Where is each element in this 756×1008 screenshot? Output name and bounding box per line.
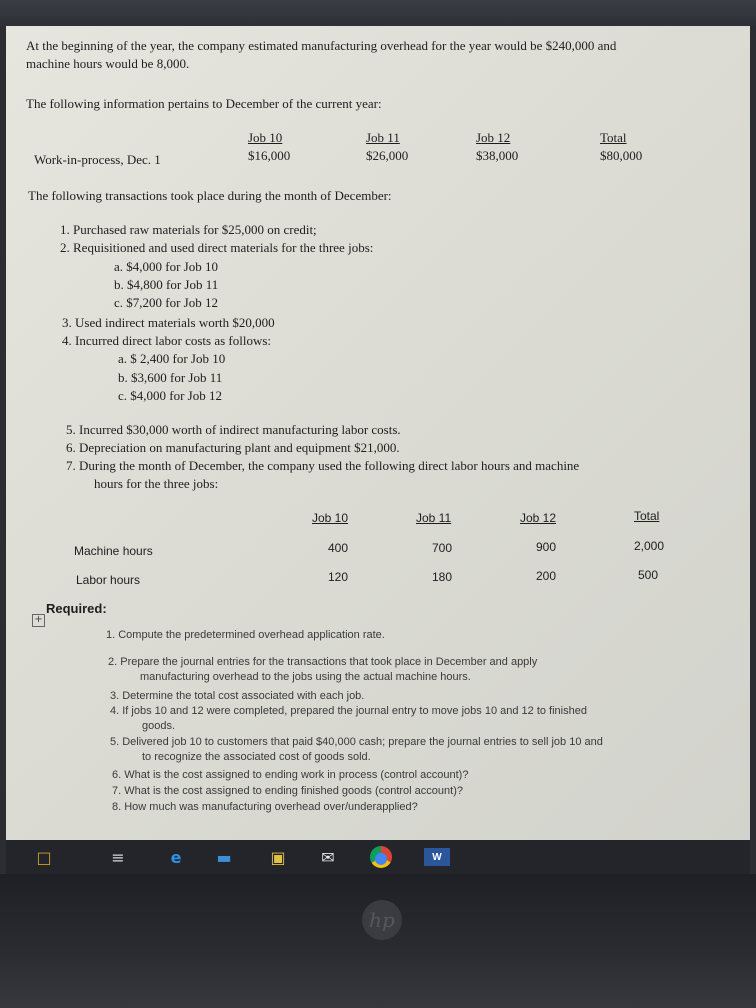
transaction-6: 6. Depreciation on manufacturing plant and equipment $21,000. [66,440,400,455]
chrome-icon[interactable]: ● [370,846,392,868]
wip-header-job12: Job 12 [476,130,511,145]
document-screen [6,26,750,846]
machine-hours-job12: 900 [536,540,557,554]
required-heading: Required: [46,601,107,616]
required-5-cont: to recognize the associated cost of goods sold. [142,751,371,763]
task-view-icon[interactable]: ≡ [111,847,125,867]
wip-header-job10: Job 10 [248,130,283,145]
required-7: 7. What is the cost assigned to ending finished goods (control account)? [112,785,463,797]
hours-header-total: Total [634,509,660,523]
taskbar [6,840,750,874]
required-8: 8. How much was manufacturing overhead over/underapplied? [112,801,418,813]
required-4-cont: goods. [142,720,176,732]
transactions-heading: The following transactions took place during the month of December: [28,188,392,203]
transaction-2b: b. $4,800 for Job 11 [114,277,219,292]
wip-row-label: Work-in-process, Dec. 1 [34,152,161,167]
labor-hours-label: Labor hours [76,573,141,587]
labor-hours-job11: 180 [432,570,453,584]
store-icon[interactable]: ▣ [270,847,286,867]
word-icon-label: W [432,851,442,863]
labor-hours-job12: 200 [536,569,557,583]
hours-header-job11: Job 11 [416,511,452,525]
required-1: 1. Compute the predetermined overhead application rate. [106,629,385,641]
hours-header-job12: Job 12 [520,511,557,525]
transaction-5: 5. Incurred $30,000 worth of indirect manufacturing labor costs. [66,422,401,437]
transaction-4b: b. $3,600 for Job 11 [118,370,223,385]
wip-header-job11: Job 11 [366,130,400,145]
hours-header-job10: Job 10 [312,511,349,525]
machine-hours-total: 2,000 [634,539,665,553]
word-icon[interactable] [424,848,450,866]
expand-plus-icon[interactable]: + [32,614,45,627]
wip-value-job10: $16,000 [248,148,291,163]
required-5: 5. Delivered job 10 to customers that paid $40,000 cash; prepare the journal entries to sell job 10 and [110,736,603,748]
monitor-bezel-bottom [0,874,756,1008]
edge-icon[interactable]: e [170,847,182,867]
monitor-bezel-top [0,0,756,26]
hp-logo: hp [362,900,402,940]
transaction-4c: c. $4,000 for Job 12 [118,388,222,403]
wip-value-job11: $26,000 [366,148,409,163]
machine-hours-job11: 700 [432,541,453,555]
required-4: 4. If jobs 10 and 12 were completed, prepared the journal entry to move jobs 10 and 12 to finished [110,705,587,717]
photos-icon[interactable]: ▬ [216,847,232,867]
windows-icon[interactable]: □ [36,847,52,867]
transaction-4: 4. Incurred direct labor costs as follows: [62,333,272,348]
transaction-2c: c. $7,200 for Job 12 [114,295,218,310]
required-2: 2. Prepare the journal entries for the transactions that took place in December and apply [108,656,538,668]
mail-icon[interactable]: ✉ [321,847,335,867]
required-2-cont: manufacturing overhead to the jobs using the actual machine hours. [140,671,471,683]
transaction-3: 3. Used indirect materials worth $20,000 [62,315,275,330]
transaction-2: 2. Requisitioned and used direct materials for the three jobs: [60,240,374,255]
transaction-7-cont: hours for the three jobs: [94,476,219,491]
wip-header-total: Total [600,130,627,145]
transaction-7: 7. During the month of December, the company used the following direct labor hours and machine [66,458,580,473]
required-6: 6. What is the cost assigned to ending work in process (control account)? [112,769,469,781]
intro-line-3: The following information pertains to December of the current year: [26,96,382,111]
wip-value-job12: $38,000 [476,148,519,163]
machine-hours-label: Machine hours [74,544,153,558]
wip-value-total: $80,000 [600,148,643,163]
transaction-4a: a. $ 2,400 for Job 10 [118,351,226,366]
required-3: 3. Determine the total cost associated with each job. [110,690,365,702]
labor-hours-job10: 120 [328,570,349,584]
machine-hours-job10: 400 [328,541,349,555]
transaction-2a: a. $4,000 for Job 10 [114,259,218,274]
labor-hours-total: 500 [638,568,659,582]
intro-line-1: At the beginning of the year, the company estimated manufacturing overhead for the year would be $240,000 and [26,38,617,53]
intro-line-2: machine hours would be 8,000. [26,56,190,71]
transaction-1: 1. Purchased raw materials for $25,000 on credit; [60,222,317,237]
